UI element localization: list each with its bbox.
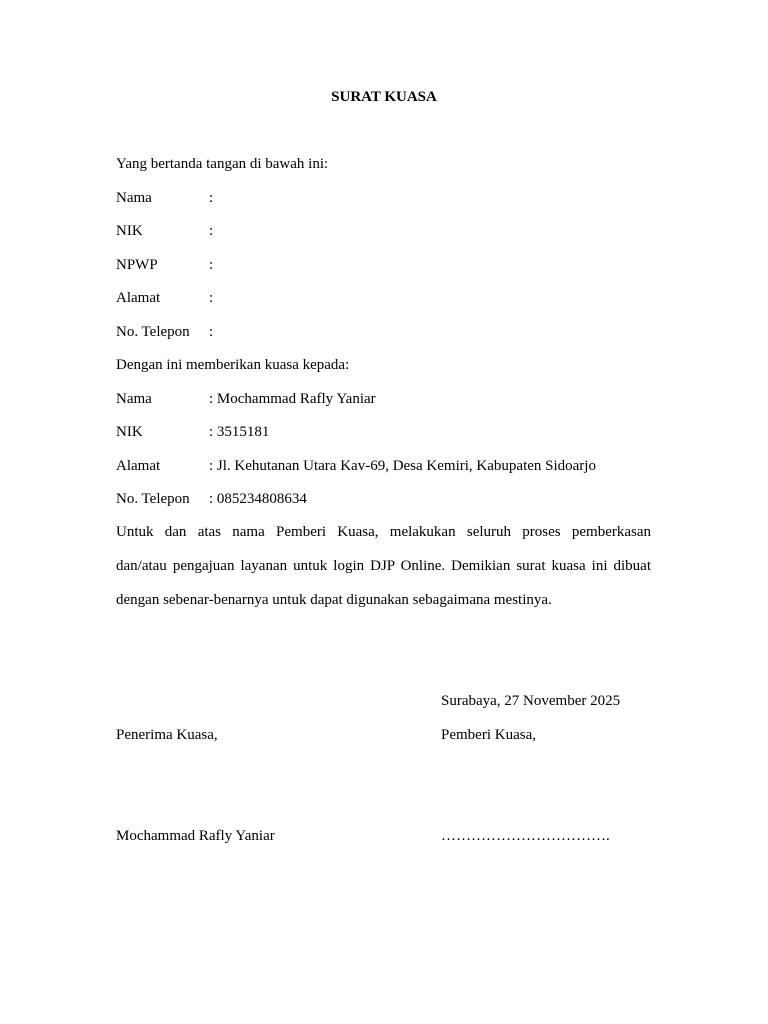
- grantor-nama-row: [116, 189, 656, 207]
- grantor-nama-value: :: [209, 190, 214, 206]
- grantee-alamat-label: Alamat: [116, 458, 161, 474]
- grantee-telepon-label: No. Telepon: [116, 491, 190, 507]
- grantee-nik-label: NIK: [116, 424, 143, 440]
- grantor-telepon-value: :: [209, 324, 214, 340]
- transition-text: Dengan ini memberikan kuasa kepada:: [116, 357, 350, 373]
- grantor-npwp-label: NPWP: [116, 257, 158, 273]
- grantor-alamat-row: [116, 289, 656, 307]
- pemberi-kuasa-label: Pemberi Kuasa,: [441, 727, 536, 743]
- grantee-telepon-value: : 085234808634: [209, 491, 307, 507]
- body-line-1: Untuk dan atas nama Pemberi Kuasa, melakukan seluruh proses pemberkasan: [116, 524, 651, 540]
- place-date: Surabaya, 27 November 2025: [441, 693, 621, 709]
- grantor-nama-label: Nama: [116, 190, 152, 206]
- grantee-nik-value: : 3515181: [209, 424, 270, 440]
- pemberi-kuasa-signature-line: …………………………….: [441, 828, 610, 844]
- document-title: SURAT KUASA: [331, 89, 437, 105]
- grantor-telepon-row: [116, 323, 656, 341]
- grantor-nik-row: [116, 222, 656, 240]
- grantor-npwp-value: :: [209, 257, 214, 273]
- grantor-npwp-row: [116, 256, 656, 274]
- penerima-kuasa-label: Penerima Kuasa,: [116, 727, 218, 743]
- grantee-alamat-row: [116, 457, 656, 475]
- body-line-2: dan/atau pengajuan layanan untuk login DJP Online. Demikian surat kuasa ini dibuat: [116, 558, 651, 574]
- grantor-alamat-label: Alamat: [116, 290, 161, 306]
- grantee-alamat-value: : Jl. Kehutanan Utara Kav-69, Desa Kemiri, Kabupaten Sidoarjo: [209, 458, 596, 474]
- grantor-telepon-label: No. Telepon: [116, 324, 190, 340]
- grantee-telepon-row: [116, 490, 656, 508]
- grantee-nama-label: Nama: [116, 391, 152, 407]
- body-line-3: dengan sebenar-benarnya untuk dapat digunakan sebagaimana mestinya.: [116, 592, 552, 608]
- penerima-kuasa-name: Mochammad Rafly Yaniar: [116, 828, 275, 844]
- grantee-nama-row: [116, 390, 656, 408]
- body-paragraph: [116, 523, 651, 625]
- grantor-nik-label: NIK: [116, 223, 143, 239]
- grantor-alamat-value: :: [209, 290, 214, 306]
- grantee-nama-value: : Mochammad Rafly Yaniar: [209, 391, 376, 407]
- grantee-nik-row: [116, 423, 656, 441]
- intro-text: Yang bertanda tangan di bawah ini:: [116, 156, 329, 172]
- grantor-nik-value: :: [209, 223, 214, 239]
